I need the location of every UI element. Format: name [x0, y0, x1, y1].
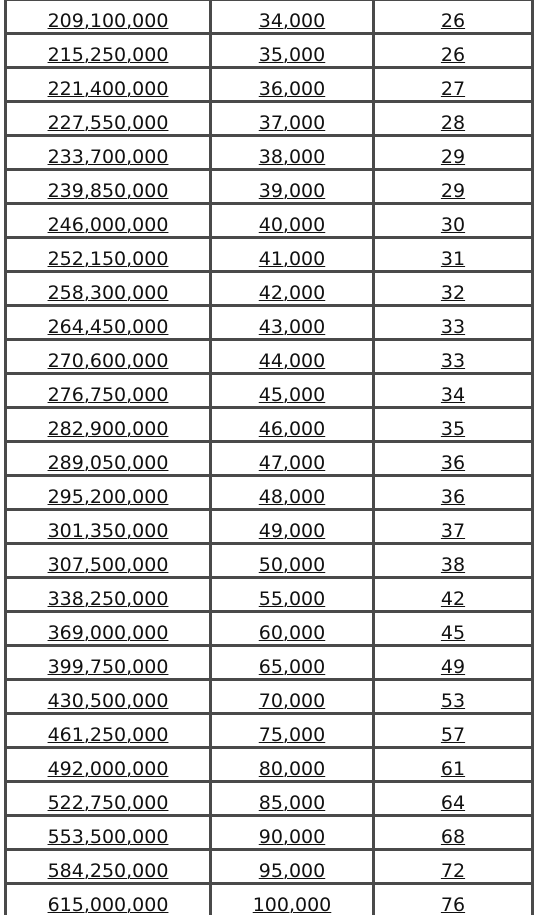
table-row: [6, 272, 533, 306]
value-cell-result: [374, 34, 533, 68]
value-cell-result: [374, 0, 533, 34]
value-cell-base: [211, 272, 374, 306]
table-row: [6, 102, 533, 136]
value-cell-result: [374, 340, 533, 374]
cell-text: 584,250,000: [47, 860, 169, 882]
value-cell-amount: [6, 170, 211, 204]
cell-text: 35,000: [258, 44, 326, 66]
table-row: [6, 374, 533, 408]
value-cell-base: [211, 442, 374, 476]
table-row: [6, 340, 533, 374]
cell-text: 44,000: [258, 350, 326, 372]
value-cell-amount: [6, 748, 211, 782]
cell-text: 33: [440, 350, 466, 372]
value-cell-result: [374, 170, 533, 204]
value-cell-base: [211, 136, 374, 170]
value-cell-result: [374, 646, 533, 680]
cell-text: 33: [440, 316, 466, 338]
cell-text: 42,000: [258, 282, 326, 304]
value-cell-base: [211, 612, 374, 646]
cell-text: 26: [440, 44, 466, 66]
cell-text: 80,000: [258, 758, 326, 780]
cell-text: 90,000: [258, 826, 326, 848]
cell-text: 95,000: [258, 860, 326, 882]
value-cell-base: [211, 748, 374, 782]
value-cell-amount: [6, 782, 211, 816]
table-row: [6, 68, 533, 102]
cell-text: 35: [440, 418, 466, 440]
cell-text: 252,150,000: [47, 248, 169, 270]
value-cell-amount: [6, 204, 211, 238]
cell-text: 289,050,000: [47, 452, 169, 474]
table-row: [6, 884, 533, 915]
table-row: [6, 816, 533, 850]
value-cell-base: [211, 170, 374, 204]
cell-text: 37,000: [258, 112, 326, 134]
table-row: [6, 510, 533, 544]
cell-text: 85,000: [258, 792, 326, 814]
cell-text: 34,000: [258, 10, 326, 32]
value-cell-result: [374, 510, 533, 544]
value-cell-base: [211, 544, 374, 578]
table-row: [6, 680, 533, 714]
cell-text: 42: [440, 588, 466, 610]
value-cell-amount: [6, 510, 211, 544]
cell-text: 215,250,000: [47, 44, 169, 66]
cell-text: 41,000: [258, 248, 326, 270]
value-cell-result: [374, 544, 533, 578]
value-cell-base: [211, 850, 374, 884]
table-row: [6, 136, 533, 170]
cell-text: 50,000: [258, 554, 326, 576]
cell-text: 27: [440, 78, 466, 100]
value-cell-amount: [6, 306, 211, 340]
table-row: [6, 748, 533, 782]
cell-text: 270,600,000: [47, 350, 169, 372]
value-cell-result: [374, 714, 533, 748]
value-cell-base: [211, 816, 374, 850]
cell-text: 49,000: [258, 520, 326, 542]
cell-text: 60,000: [258, 622, 326, 644]
cell-text: 34: [440, 384, 466, 406]
value-cell-result: [374, 136, 533, 170]
cell-text: 55,000: [258, 588, 326, 610]
data-table: [4, 0, 534, 915]
cell-text: 31: [440, 248, 466, 270]
value-cell-amount: [6, 680, 211, 714]
value-cell-result: [374, 442, 533, 476]
cell-text: 32: [440, 282, 466, 304]
value-cell-base: [211, 476, 374, 510]
cell-text: 29: [440, 146, 466, 168]
value-cell-result: [374, 68, 533, 102]
cell-text: 53: [440, 690, 466, 712]
value-cell-amount: [6, 612, 211, 646]
value-cell-result: [374, 238, 533, 272]
value-cell-result: [374, 884, 533, 915]
table-body: [6, 0, 533, 915]
value-cell-amount: [6, 884, 211, 915]
cell-text: 295,200,000: [47, 486, 169, 508]
cell-text: 48,000: [258, 486, 326, 508]
cell-text: 233,700,000: [47, 146, 169, 168]
cell-text: 522,750,000: [47, 792, 169, 814]
table-row: [6, 544, 533, 578]
cell-text: 239,850,000: [47, 180, 169, 202]
value-cell-result: [374, 204, 533, 238]
value-cell-result: [374, 748, 533, 782]
cell-text: 246,000,000: [47, 214, 169, 236]
cell-text: 36: [440, 486, 466, 508]
table-row: [6, 646, 533, 680]
value-cell-base: [211, 204, 374, 238]
value-cell-base: [211, 408, 374, 442]
cell-text: 553,500,000: [47, 826, 169, 848]
cell-text: 57: [440, 724, 466, 746]
cell-text: 47,000: [258, 452, 326, 474]
value-cell-amount: [6, 374, 211, 408]
table-row: [6, 782, 533, 816]
cell-text: 227,550,000: [47, 112, 169, 134]
value-cell-amount: [6, 476, 211, 510]
value-cell-amount: [6, 68, 211, 102]
value-cell-result: [374, 816, 533, 850]
value-cell-result: [374, 850, 533, 884]
table-row: [6, 442, 533, 476]
cell-text: 76: [440, 894, 466, 915]
value-cell-base: [211, 340, 374, 374]
cell-text: 492,000,000: [47, 758, 169, 780]
value-cell-amount: [6, 850, 211, 884]
cell-text: 43,000: [258, 316, 326, 338]
table-row: [6, 306, 533, 340]
cell-text: 30: [440, 214, 466, 236]
cell-text: 75,000: [258, 724, 326, 746]
value-cell-result: [374, 680, 533, 714]
cell-text: 258,300,000: [47, 282, 169, 304]
table-row: [6, 476, 533, 510]
cell-text: 49: [440, 656, 466, 678]
cell-text: 430,500,000: [47, 690, 169, 712]
value-cell-base: [211, 102, 374, 136]
value-cell-base: [211, 34, 374, 68]
cell-text: 46,000: [258, 418, 326, 440]
value-cell-result: [374, 374, 533, 408]
table-row: [6, 0, 533, 34]
cell-text: 264,450,000: [47, 316, 169, 338]
value-cell-result: [374, 476, 533, 510]
cell-text: 209,100,000: [47, 10, 169, 32]
cell-text: 72: [440, 860, 466, 882]
value-cell-amount: [6, 816, 211, 850]
value-cell-base: [211, 646, 374, 680]
table-row: [6, 170, 533, 204]
cell-text: 61: [440, 758, 466, 780]
cell-text: 37: [440, 520, 466, 542]
cell-text: 461,250,000: [47, 724, 169, 746]
cell-text: 65,000: [258, 656, 326, 678]
value-cell-amount: [6, 34, 211, 68]
cell-text: 45: [440, 622, 466, 644]
cell-text: 38: [440, 554, 466, 576]
value-cell-amount: [6, 0, 211, 34]
value-cell-amount: [6, 578, 211, 612]
table-row: [6, 612, 533, 646]
value-cell-amount: [6, 340, 211, 374]
cell-text: 38,000: [258, 146, 326, 168]
value-cell-amount: [6, 714, 211, 748]
cell-text: 307,500,000: [47, 554, 169, 576]
value-cell-result: [374, 306, 533, 340]
cell-text: 36,000: [258, 78, 326, 100]
value-cell-base: [211, 714, 374, 748]
cell-text: 68: [440, 826, 466, 848]
table-row: [6, 34, 533, 68]
cell-text: 399,750,000: [47, 656, 169, 678]
cell-text: 70,000: [258, 690, 326, 712]
cell-text: 40,000: [258, 214, 326, 236]
cell-text: 29: [440, 180, 466, 202]
value-cell-base: [211, 374, 374, 408]
value-cell-result: [374, 408, 533, 442]
table-row: [6, 238, 533, 272]
cell-text: 26: [440, 10, 466, 32]
value-cell-base: [211, 680, 374, 714]
cell-text: 369,000,000: [47, 622, 169, 644]
cell-text: 301,350,000: [47, 520, 169, 542]
cell-text: 45,000: [258, 384, 326, 406]
table-row: [6, 714, 533, 748]
value-cell-amount: [6, 102, 211, 136]
cell-text: 276,750,000: [47, 384, 169, 406]
value-cell-base: [211, 238, 374, 272]
value-cell-base: [211, 68, 374, 102]
cell-text: 28: [440, 112, 466, 134]
cell-text: 100,000: [252, 894, 332, 915]
value-cell-base: [211, 782, 374, 816]
value-cell-result: [374, 272, 533, 306]
value-cell-amount: [6, 544, 211, 578]
value-cell-amount: [6, 136, 211, 170]
value-cell-result: [374, 782, 533, 816]
value-cell-result: [374, 612, 533, 646]
value-cell-base: [211, 884, 374, 915]
cell-text: 221,400,000: [47, 78, 169, 100]
value-cell-result: [374, 102, 533, 136]
cell-text: 615,000,000: [47, 894, 169, 915]
value-cell-base: [211, 578, 374, 612]
value-cell-amount: [6, 272, 211, 306]
value-cell-amount: [6, 238, 211, 272]
value-cell-amount: [6, 646, 211, 680]
cell-text: 36: [440, 452, 466, 474]
cell-text: 282,900,000: [47, 418, 169, 440]
table-row: [6, 578, 533, 612]
value-cell-amount: [6, 442, 211, 476]
value-cell-base: [211, 306, 374, 340]
value-cell-base: [211, 0, 374, 34]
cell-text: 64: [440, 792, 466, 814]
cell-text: 39,000: [258, 180, 326, 202]
cell-text: 338,250,000: [47, 588, 169, 610]
value-cell-result: [374, 578, 533, 612]
value-cell-amount: [6, 408, 211, 442]
table-row: [6, 850, 533, 884]
table-row: [6, 408, 533, 442]
table-row: [6, 204, 533, 238]
value-cell-base: [211, 510, 374, 544]
